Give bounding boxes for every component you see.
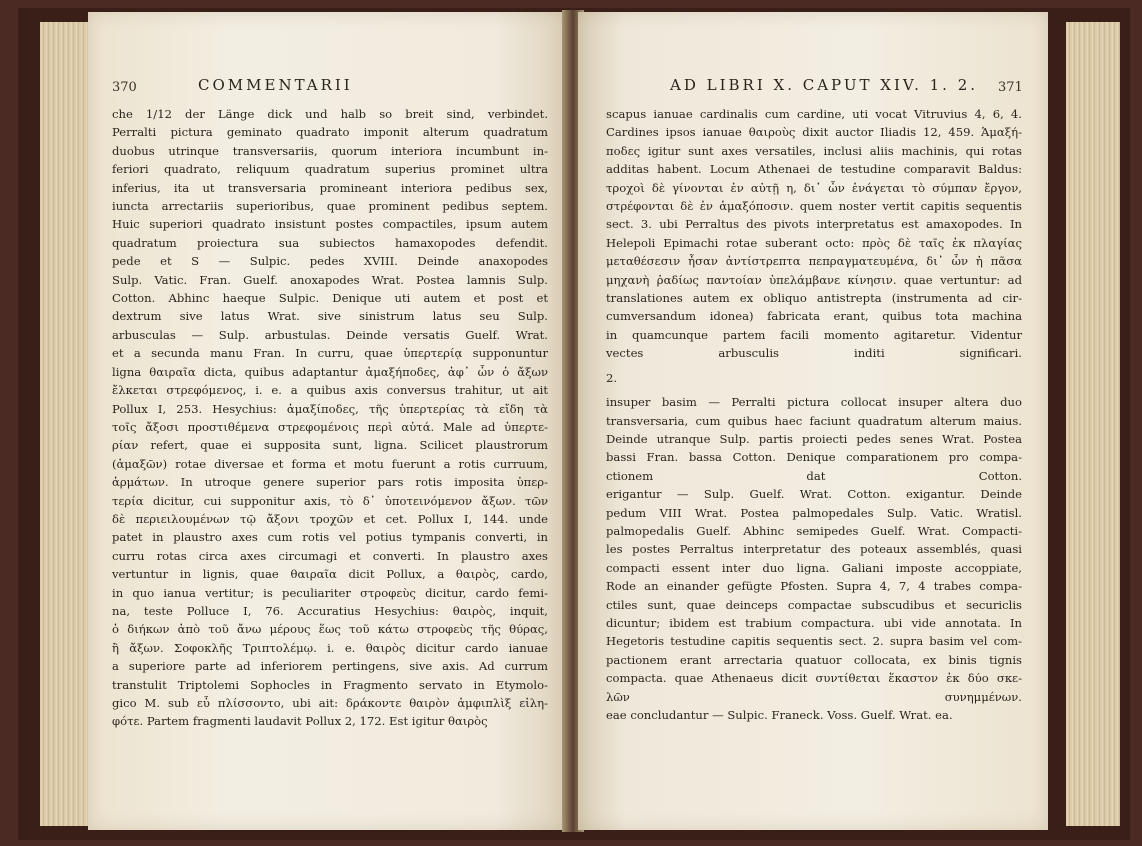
text-line: pactionem erant arrectaria quatuor collocata, ex binis tignis	[606, 652, 1022, 667]
text-line: 2.	[606, 370, 618, 385]
page-number: 371	[998, 80, 1023, 95]
text-line: insuper basim — Perralti pictura collocat insuper altera duo	[606, 395, 1022, 410]
text-line: dicuntur; ibidem est trabium compactura. ubi vide annotata. In	[606, 615, 1022, 630]
text-line: gico M. sub εὖ πλίσσοντο, ubi ait: δράκοντε θαιρὸν ἀμφιπλὶξ εἰλη-	[112, 696, 548, 710]
text-line: τοῖς ἄξοσι προστιθέμενα στρεφομένοις περὶ αὐτά. Male ad ὑπερτε-	[112, 419, 548, 434]
right-page	[578, 12, 1048, 830]
text-line: a superiore parte ad inferiorem pertingens, sive axis. Ad currum	[112, 659, 548, 674]
text-line: eae concludantur — Sulpic. Franeck. Voss. Guelf. Wrat. ea.	[606, 708, 953, 722]
text-line: (ἁμαξῶν) rotae diversae et forma et motu fuerunt a rotis curruum,	[112, 456, 548, 471]
text-line: Helepoli Epimachi rotae suberant octo: πρὸς δὲ ταῖς ἐκ πλαγίας	[606, 235, 1022, 250]
text-line: curru rotas circa axes circumagi et converti. In plaustro axes	[112, 548, 548, 563]
text-line: φότε. Partem fragmenti laudavit Pollux 2, 172. Est igitur θαιρὸς	[112, 714, 488, 729]
text-line: quadratum proiectura sua subiectos hamaxopodes defendit.	[112, 235, 548, 250]
text-line: τερία dicitur, cui supponitur axis, τὸ δ᾽ ὑποτεινόμενον ἄξων. τῶν	[112, 493, 548, 508]
text-line: additas habent. Locum Athenaei de testudine comparavit Baldus:	[606, 162, 1022, 177]
text-line: cumversandum idonea) fabricata erant, quibus tota machina	[606, 309, 1022, 324]
text-line: feriori quadrato, reliquum quadratum superius prominet ultra	[112, 162, 548, 177]
text-line: ἁρμάτων. In utroque genere superior pars rotis imposita ὑπερ-	[112, 475, 548, 490]
text-line: λῶν συνημμένων.	[606, 689, 1022, 704]
text-line: duobus utrinque transversariis, quorum interiora incumbunt in-	[112, 143, 548, 158]
left-body-text	[112, 105, 548, 731]
text-line: na, teste Polluce I, 76. Accuratius Hesychius: θαιρὸς, inquit,	[112, 603, 548, 618]
text-line: et a secunda manu Fran. In curru, quae ὑπερτερίᾳ supponuntur	[112, 346, 548, 361]
text-line: arbusculas — Sulp. arbustulas. Deinde versatis Guelf. Wrat.	[112, 327, 548, 342]
text-line: translationes autem ex obliquo antistrepta (instrumenta ad cir-	[606, 291, 1022, 306]
text-line: palmopedalis Guelf. Abhinc semipedes Guelf. Wrat. Compacti-	[606, 523, 1022, 538]
text-line: transtulit Triptolemi Sophocles in Fragmento servato in Etymolo-	[112, 677, 548, 692]
right-body-text	[606, 105, 1022, 724]
text-line: Hegetoris testudine capitis sequentis sect. 2. supra basim vel com-	[606, 634, 1022, 649]
text-line: ποδες igitur sunt axes versatiles, inclusi aliis machinis, qui rotas	[606, 143, 1022, 158]
text-line: ρίαν refert, quae ei supposita sunt, ligna. Scilicet plaustrorum	[112, 438, 548, 453]
text-line: δὲ περιειλουμένων τῷ ἄξονι τροχῶν et cet. Pollux I, 144. unde	[112, 511, 548, 526]
text-line: bassi Fran. bassa Cotton. Denique comparationem pro compa-	[606, 450, 1022, 465]
text-line: pede et S — Sulpic. pedes XVIII. Deinde anaxopodes	[112, 254, 548, 269]
text-line: μηχανὴ ῥαδίως παντοίαν ὑπελάμβανε κίνησιν. quae vertuntur: ad	[606, 272, 1022, 287]
page-number: 370	[112, 80, 137, 95]
text-line: τροχοὶ δὲ γίνονται ἐν αὐτῇ η, δι᾽ ὧν ἐνάγεται τὸ σύμπαν ἔργον,	[606, 180, 1022, 195]
text-line: Perralti pictura geminato quadrato imponit alterum quadratum	[112, 125, 548, 140]
text-line: che 1/12 der Länge dick und halb so breit sind, verbindet.	[112, 107, 548, 121]
text-line: scapus ianuae cardinalis cum cardine, uti vocat Vitruvius 4, 6, 4.	[606, 107, 1022, 121]
text-line: Cardines ipsos ianuae θαιροὺς dixit auctor Iliadis 12, 459. Ἁμαξή-	[606, 125, 1022, 140]
text-line: Pollux I, 253. Hesychius: ἁμαξίποδες, τῆς ὑπερτερίας τὰ εἴδη τὰ	[112, 401, 548, 416]
text-line: ὁ διήκων ἀπὸ τοῦ ἄνω μέρους ἕως τοῦ κάτω στροφεὺς τῆς θύρας,	[112, 622, 548, 637]
text-line: στρέφονται δὲ ἐν ἁμαξόποσιν. quem noster vertit capitis sequentis	[606, 199, 1022, 214]
running-header: AD LIBRI X. CAPUT XIV. 1. 2.	[670, 76, 979, 94]
text-line: Huic superiori quadrato insistunt postes compactiles, ipsum autem	[112, 217, 548, 232]
text-line: inferius, ita ut transversaria promineant interiora pedibus sex,	[112, 180, 548, 195]
text-line: Sulp. Vatic. Fran. Guelf. anoxapodes Wrat. Postea lamnis Sulp.	[112, 272, 548, 287]
text-line: transversaria, cum quibus haec faciunt quadratum alterum maius.	[606, 413, 1022, 428]
text-line: compacta. quae Athenaeus dicit συντίθεται ἕκαστον ἐκ δύο σκε-	[606, 671, 1022, 686]
text-line: pedum VIII Wrat. Postea palmopedales Sulp. Vatic. Wratisl.	[606, 505, 1022, 520]
text-line: Rode an einander gefügte Pfosten. Supra 4, 7, 4 trabes compa-	[606, 579, 1022, 594]
text-line: ligna θαιραῖα dicta, quibus adaptantur ἁμαξήποδες, ἀφ᾽ ὧν ὁ ἄξων	[112, 364, 548, 379]
text-line: ctiles sunt, quae deinceps compactae subscudibus et securiclis	[606, 597, 1022, 612]
text-line: in quo ianua vertitur; is peculiariter στροφεὺς dicitur, cardo femi-	[112, 585, 548, 600]
text-line: dextrum sive latus Wrat. sive sinistrum latus seu Sulp.	[112, 309, 548, 324]
text-line: compacti essent inter duo ligna. Galiani imposte accoppiate,	[606, 560, 1022, 575]
text-line: iuncta arrectariis superioribus, quae prominent pedibus septem.	[112, 199, 548, 214]
running-header: COMMENTARII	[198, 76, 353, 94]
text-line: vectes arbusculis inditi significari.	[606, 346, 1022, 361]
text-line: patet in plaustro axes cum rotis vel potius tympanis converti, in	[112, 530, 548, 545]
text-line: μεταθέσεσιν ἦσαν ἀντίστρεπτα πεπραγματευμένα, δι᾽ ὧν ἡ πᾶσα	[606, 254, 1022, 269]
right-page-edges	[1066, 22, 1120, 826]
text-line: erigantur — Sulp. Guelf. Wrat. Cotton. exigantur. Deinde	[606, 487, 1022, 502]
text-line: vertuntur in lignis, quae θαιραῖα dicit Pollux, a θαιρὸς, cardo,	[112, 567, 548, 582]
text-line: ἔλκεται στρεφόμενος, i. e. a quibus axis conversus trahitur, ut ait	[112, 383, 548, 398]
left-page	[88, 12, 566, 830]
text-line: in quamcunque partem facili momento agitaretur. Videntur	[606, 327, 1022, 342]
text-line: Deinde utranque Sulp. partis proiecti pedes senes Wrat. Postea	[606, 431, 1022, 446]
text-line: ἢ ἄξων. Σοφοκλῆς Τριπτολέμῳ. i. e. θαιρὸς dicitur cardo ianuae	[112, 640, 548, 655]
text-line: sect. 3. ubi Perraltus des pivots interpretatus est amaxopodes. In	[606, 217, 1022, 232]
text-line: Cotton. Abhinc haeque Sulpic. Denique uti autem et post et	[112, 291, 548, 306]
text-line: ctionem dat Cotton.	[606, 468, 1022, 483]
text-line: les postes Perraltus interpretatur des poteaux assemblés, quasi	[606, 542, 1022, 557]
